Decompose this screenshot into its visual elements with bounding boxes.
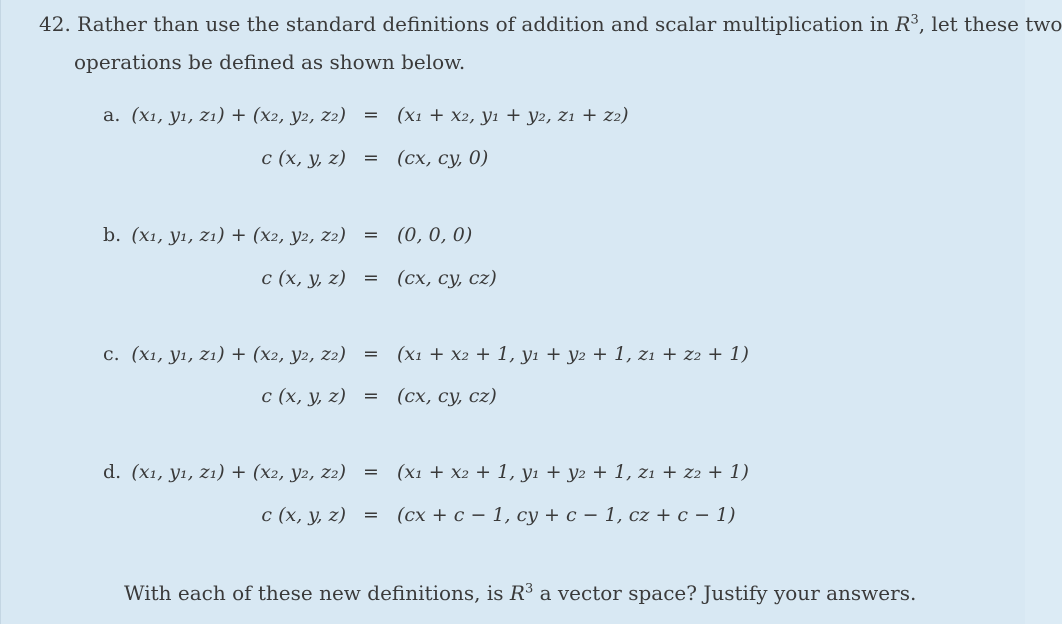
equals-sign: = [363,461,379,483]
part-d-mul-rhs: (cx + c − 1, cy + c − 1, cz + c − 1) [397,504,736,526]
part-b-add-lhs: (x₁, y₁, z₁) + (x₂, y₂, z₂) [131,224,346,246]
question-text-after: , let these two [918,12,1062,36]
part-a-label: a. [103,104,121,126]
equals-sign: = [363,504,379,526]
equals-sign: = [363,104,379,126]
equals-sign: = [363,385,379,407]
space-exponent: 3 [910,12,919,28]
part-d-addition [1,461,1026,491]
part-c-mul-rhs: (cx, cy, cz) [397,385,497,407]
part-c-add-rhs: (x₁ + x₂ + 1, y₁ + y₂ + 1, z₁ + z₂ + 1) [397,343,749,365]
question-number: 42. [39,12,71,36]
part-b-addition [1,224,1026,254]
question-text-before: Rather than use the standard definitions of addition and scalar multiplication in [70,12,896,36]
equals-sign: = [363,343,379,365]
part-d-mul-lhs: c (x, y, z) [261,504,346,526]
closing-text-before: With each of these new definitions, is [124,581,510,605]
part-b-scalar [1,267,1026,297]
part-a-add-rhs: (x₁ + x₂, y₁ + y₂, z₁ + z₂) [397,104,629,126]
closing-question [124,581,916,605]
space-exponent: 3 [524,581,534,597]
part-a-addition [1,104,1026,134]
question-line-2: operations be defined as shown below. [74,50,466,74]
part-b-add-rhs: (0, 0, 0) [397,224,473,246]
question-line-1 [39,12,1062,36]
part-d-add-rhs: (x₁ + x₂ + 1, y₁ + y₂ + 1, z₁ + z₂ + 1) [397,461,749,483]
part-d-label: d. [103,461,122,483]
part-c-addition [1,343,1026,373]
equals-sign: = [363,224,379,246]
part-a-mul-lhs: c (x, y, z) [261,147,346,169]
part-d-add-lhs: (x₁, y₁, z₁) + (x₂, y₂, z₂) [131,461,346,483]
equals-sign: = [363,267,379,289]
part-c-mul-lhs: c (x, y, z) [261,385,346,407]
part-a-mul-rhs: (cx, cy, 0) [397,147,489,169]
part-a-add-lhs: (x₁, y₁, z₁) + (x₂, y₂, z₂) [131,104,346,126]
part-b-mul-lhs: c (x, y, z) [261,267,346,289]
part-c-scalar [1,385,1026,415]
part-c-label: c. [103,343,120,365]
part-b-mul-rhs: (cx, cy, cz) [397,267,497,289]
equals-sign: = [363,147,379,169]
part-c-add-lhs: (x₁, y₁, z₁) + (x₂, y₂, z₂) [131,343,346,365]
space-symbol: R [509,581,525,605]
closing-text-after: a vector space? Justify your answers. [533,581,917,605]
part-b-label: b. [103,224,122,246]
space-symbol: R [895,12,911,36]
part-d-scalar [1,504,1026,534]
part-a-scalar [1,147,1026,177]
